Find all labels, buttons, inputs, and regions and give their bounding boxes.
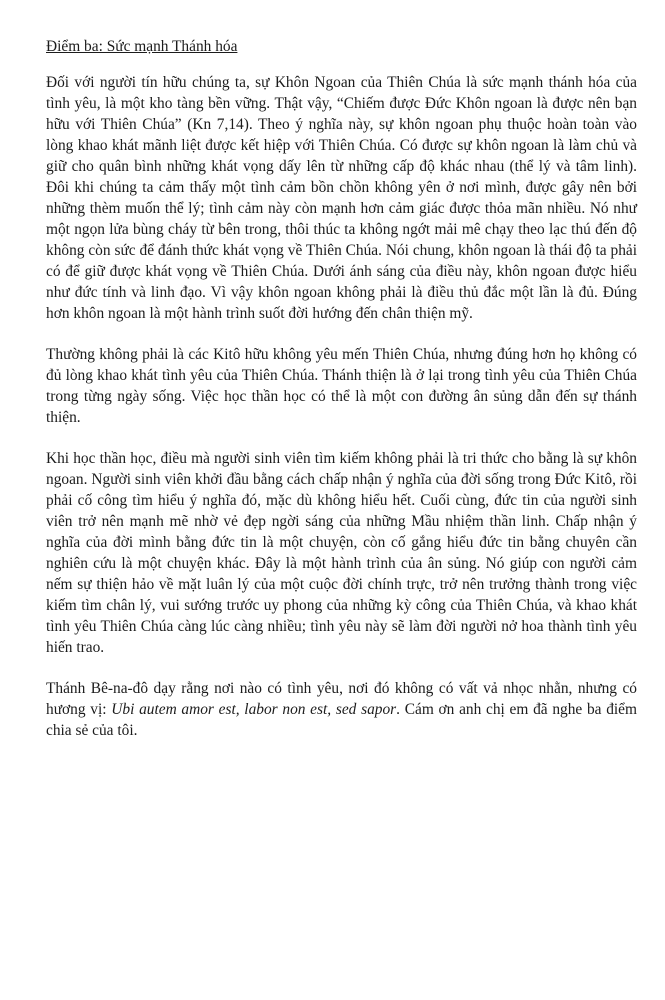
paragraph-closing: [46, 678, 637, 741]
paragraph-theology: Khi học thần học, điều mà người sinh viên tìm kiếm không phải là tri thức cho bằng là sự khôn ngoan. Người sinh viên khởi đầu bằng cách chấp nhận ý nghĩa của đời sống trong Đức Kitô, rồi phải cố công tìm hiểu ý nghĩa đó, mặc dù không hiểu hết. Cuối cùng, đức tin của người sinh viên trở nên mạnh mẽ nhờ vẻ đẹp ngời sáng của những Mầu nhiệm thần linh. Chấp nhận ý nghĩa của đời mình bằng đức tin là một chuyện, còn cố gắng hiểu đức tin bằng chuyên cần nghiên cứu là một chuyện khác. Đây là một hành trình của ân sủng. Nó giúp con người cảm nếm sự thiện hảo về mặt luân lý của một cuộc đời chính trực, trở nên trưởng thành trong việc kiếm tìm chân lý, vui sướng trước uy phong của những kỳ công của Thiên Chúa, và khao khát tình yêu Thiên Chúa càng lúc càng nhiều; tình yêu này sẽ làm đời người nở hoa thành tình yêu hiến trao.: [46, 450, 637, 656]
latin-quote: Ubi autem amor est, labor non est, sed sapor: [111, 701, 397, 718]
section-heading: Điểm ba: Sức mạnh Thánh hóa: [46, 38, 238, 55]
closing-text-after: . Cám ơn anh chị em đã nghe ba điểm chia sẻ của tôi.: [46, 701, 637, 739]
closing-text-before: Thánh Bê-na-đô dạy rằng nơi nào có tình yêu, nơi đó không có vất vả nhọc nhằn, nhưng có hương vị:: [46, 680, 637, 718]
paragraph-holiness: Thường không phải là các Kitô hữu không yêu mến Thiên Chúa, nhưng đúng hơn họ không có đủ lòng khao khát tình yêu của Thiên Chúa. Thánh thiện là ở lại trong tình yêu của Thiên Chúa trong từng ngày sống. Việc học thần học có thể là một con đường ân sủng dẫn đến sự thánh thiện.: [46, 346, 637, 426]
paragraph-wisdom: Đối với người tín hữu chúng ta, sự Khôn Ngoan của Thiên Chúa là sức mạnh thánh hóa của tình yêu, là một kho tàng bền vững. Thật vậy, “Chiếm được Đức Khôn ngoan là được nên bạn hữu với Thiên Chúa” (Kn 7,14). Theo ý nghĩa này, sự khôn ngoan phụ thuộc hoàn toàn vào lòng khao khát mãnh liệt được kết hiệp với Thiên Chúa. Có được sự khôn ngoan là làm chủ và giữ cho quân bình những khát vọng dấy lên từ những cấp độ khác nhau (thể lý và tâm linh). Đôi khi chúng ta cảm thấy một tình cảm bồn chồn không yên ở nơi mình, được gây nên bởi những thèm muốn thể lý; tình cảm này còn mạnh hơn cảm giác được thỏa mãn nhiều. Nó như một ngọn lửa bùng cháy từ bên trong, thôi thúc ta không ngớt mải mê chạy theo lạc thú đến độ không còn sức để đánh thức khát vọng về Thiên Chúa. Nói chung, khôn ngoan là thái độ ta phải có để giữ được khát vọng về Thiên Chúa. Dưới ánh sáng của điều này, khôn ngoan được hiểu như đức tính và linh đạo. Vì vậy khôn ngoan không phải là điều thủ đắc một lần là đủ. Đúng hơn khôn ngoan là một hành trình suốt đời hướng đến chân thiện mỹ.: [46, 74, 637, 322]
